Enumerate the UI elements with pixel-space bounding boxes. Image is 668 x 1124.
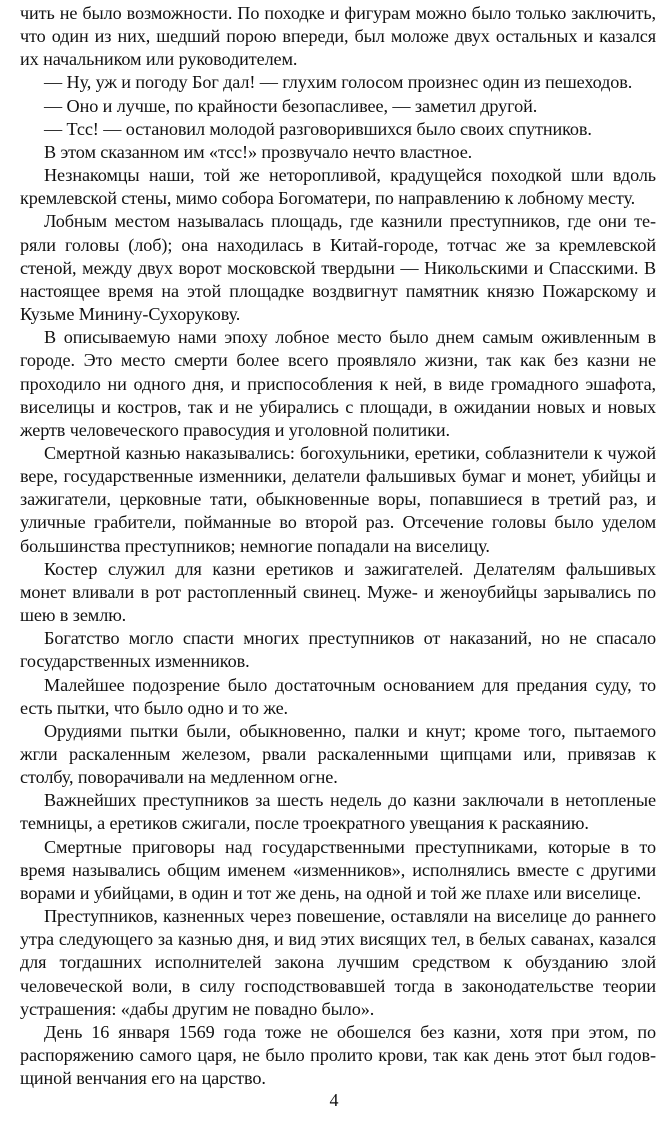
page-body — [20, 2, 656, 1090]
paragraph-14: Важнейших преступников за шесть недель до казни заключали в нетопленые темницы, а еретиков сжигали, после троекратного увещания к раскаянию. — [20, 790, 656, 834]
paragraph-5: В этом сказанном им «тсс!» прозвучало нечто властное. — [44, 141, 473, 162]
page-number: 4 — [329, 1090, 339, 1110]
paragraph-16: Преступников, казненных через повешение, оставляли на виселице до раннего утра следующего за казнью дня, и вид этих висящих тел, в белых саванах, казался для тогдашних исполнителей закона лучшим средством к обузданию злой человеческой воли, в силу господствовавшей тогда в законодательстве теории устрашения: «дабы другим не повадно было». — [20, 906, 656, 1019]
paragraph-1: чить не было возможности. По походке и фигурам можно было только заключить, что один из них, шедший порою впереди, был моложе двух остальных и казался их начальником или руководителем. — [20, 3, 656, 70]
paragraph-2: — Ну, уж и погоду Бог дал! — глухим голосом произнес один из пешеходов. — [44, 72, 633, 93]
paragraph-6: Незнакомцы наши, той же неторопливой, крадущейся походкой шли вдоль кремлевской стены, мимо собора Богоматери, по направлению к лобному месту. — [20, 165, 656, 209]
paragraph-8: В описываемую нами эпоху лобное место было днем самым оживленным в городе. Это место смерти более всего проявляло жизни, так как без казни не проходило ни одного дня, и приспособления к ней, в виде громадного эшафота, виселицы и костров, так и не убирались с площади, в ожидании новых и новых жертв человеческого правосудия и уголовной политики. — [20, 327, 656, 440]
paragraph-7: Лобным местом называлась площадь, где казнили преступников, где они теряли головы (лоб); она находилась в Китай-городе, тотчас же за кремлевской стеной, между двух ворот московской твердыни — Никольскими и Спасскими. В настоящее время на этой площадке воздвигнут памятник князю Пожарскому и Кузьме Минину-Сухорукову. — [20, 211, 656, 325]
paragraph-4: — Тсс! — остановил молодой разговорившихся было своих спутников. — [44, 118, 592, 139]
paragraph-10: Костер служил для казни еретиков и зажигателей. Делателям фальшивых монет вливали в рот растопленный свинец. Муже- и женоубийцы зарывались по шею в землю. — [20, 558, 656, 626]
paragraph-9: Смертной казнью наказывались: богохульники, еретики, соблазнители к чужой вере, государственные изменники, делатели фальшивых бумаг и монет, убийцы и зажигатели, церковные тати, обыкновенные воры, попавшиеся в третий раз, и уличные грабители, пойманные во второй раз. Отсечение головы было уделом большинства преступников; немногие попадали на виселицу. — [20, 442, 656, 556]
paragraph-12: Малейшее подозрение было достаточным основанием для предания суду, то есть пытки, что было одно и то же. — [20, 674, 656, 718]
paragraph-3: — Оно и лучше, по крайности безопасливее, — заметил другой. — [44, 95, 538, 116]
paragraph-15: Смертные приговоры над государственными преступниками, которые в то время назывались общим именем «изменников», исполнялись вместе с другими ворами и убийцами, в один и тот же день, на одной и той же плахе или виселице. — [20, 836, 656, 903]
paragraph-13: Орудиями пытки были, обыкновенно, палки и кнут; кроме того, пытаемого жгли раскаленным железом, рвали раскаленными щипцами или, привязав к столбу, поворачивали на медленном огне. — [20, 720, 656, 788]
paragraph-11: Богатство могло спасти многих преступников от наказаний, но не спасало государственных изменников. — [20, 628, 656, 672]
paragraph-17: День 16 января 1569 года тоже не обошелся без казни, хотя при этом, по распоряжению самого царя, не было пролито крови, так как день этот был годовщиной венчания его на царство. — [20, 1021, 656, 1089]
